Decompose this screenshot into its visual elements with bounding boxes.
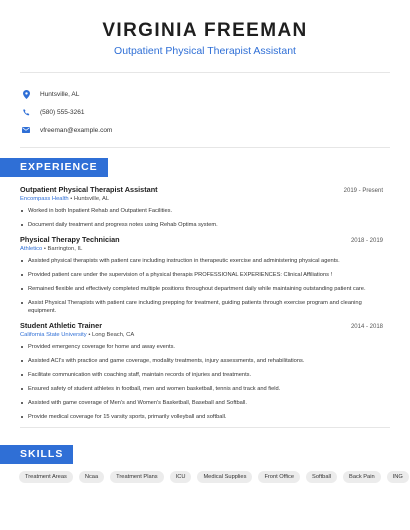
job-entry	[0, 185, 410, 229]
skill-chip: Softball	[306, 471, 337, 483]
job-company: Athletico	[20, 246, 43, 252]
job-title: Student Athletic Trainer	[20, 321, 103, 330]
contact-info	[0, 73, 410, 147]
candidate-name: VIRGINIA FREEMAN	[102, 20, 308, 41]
job-bullets	[20, 343, 383, 421]
skill-chip: Ncaa	[79, 471, 104, 483]
list-item: Document daily treatment and progress notes using Rehab Optima system.	[20, 221, 383, 229]
list-item: Facilitate communication with coaching staff, maintain records of injuries and treatments.	[20, 371, 383, 379]
divider	[20, 427, 390, 428]
skills-list	[0, 471, 410, 483]
skill-chip: Treatment Areas	[19, 471, 73, 483]
list-item: Assist Physical Therapists with patient care including prepping for treatment, guiding patients through exercise program and cleaning equipment.	[20, 299, 383, 315]
job-title: Outpatient Physical Therapist Assistant	[20, 185, 158, 194]
job-title: Physical Therapy Technician	[20, 235, 120, 244]
section-title-skills: SKILLS	[0, 445, 73, 464]
list-item: Worked in both Inpatient Rehab and Outpatient Facilities.	[20, 207, 383, 215]
email-text: vfreeman@example.com	[40, 126, 113, 134]
list-item: Provided emergency coverage for home and away events.	[20, 343, 383, 351]
job-entry	[0, 235, 410, 315]
skill-chip: Back Pain	[343, 471, 381, 483]
contact-phone	[22, 103, 410, 121]
list-item: Ensured safety of student athletes in football, men and women basketball, tennis and track and field.	[20, 385, 383, 393]
contact-location	[22, 85, 410, 103]
job-location: Long Beach, CA	[91, 332, 135, 338]
job-dates: 2018 - 2019	[350, 238, 383, 244]
experience-section	[0, 157, 410, 421]
job-meta: Athletico • Barrington, IL	[20, 246, 83, 252]
phone-icon	[22, 107, 30, 117]
list-item: Assisted with game coverage of Men's and Women's Basketball, Baseball and Softball.	[20, 399, 383, 407]
job-location: Huntsville, AL	[73, 196, 110, 202]
location-text: Huntsville, AL	[40, 90, 80, 98]
job-meta: Encompass Health • Huntsville, AL	[20, 196, 110, 202]
job-dates: 2014 - 2018	[350, 324, 383, 330]
list-item: Provide medical coverage for 15 varsity sports, primarily volleyball and softball.	[20, 413, 383, 421]
job-company: California State University	[20, 332, 87, 338]
resume-header	[0, 0, 410, 58]
section-title-experience: EXPERIENCE	[0, 158, 108, 177]
skill-chip: ING	[387, 471, 409, 483]
skills-section	[0, 444, 410, 483]
job-dates: 2019 - Present	[343, 188, 383, 194]
job-meta: California State University • Long Beach, CA	[20, 332, 135, 338]
divider	[20, 147, 390, 148]
job-entry	[0, 321, 410, 421]
candidate-title: Outpatient Physical Therapist Assistant	[114, 45, 296, 57]
list-item: Assisted ACI's with practice and game coverage, modality treatments, injury assessments, and rehabilitations.	[20, 357, 383, 365]
job-bullets	[20, 257, 383, 315]
list-item: Assisted physical therapists with patient care including instruction in therapeutic exercise and administering physical agents.	[20, 257, 383, 265]
map-pin-icon	[22, 89, 30, 99]
phone-text: (580) 555-3261	[40, 108, 85, 116]
envelope-icon	[22, 125, 30, 135]
list-item: Remained flexible and effectively completed multiple positions throughout department daily while maintaining outstanding patient care.	[20, 285, 383, 293]
skill-chip: Treatment Plans	[110, 471, 164, 483]
job-company: Encompass Health	[20, 196, 69, 202]
skill-chip: Medical Supplies	[197, 471, 252, 483]
job-bullets	[20, 207, 383, 229]
contact-email	[22, 121, 410, 139]
skill-chip: Front Office	[258, 471, 300, 483]
skill-chip: ICU	[170, 471, 192, 483]
list-item: Provided patient care under the supervision of a physical therapis PROFESSIONAL EXPERIENCES: Clinical Affiliations !	[20, 271, 383, 279]
job-location: Barrington, IL	[47, 246, 83, 252]
